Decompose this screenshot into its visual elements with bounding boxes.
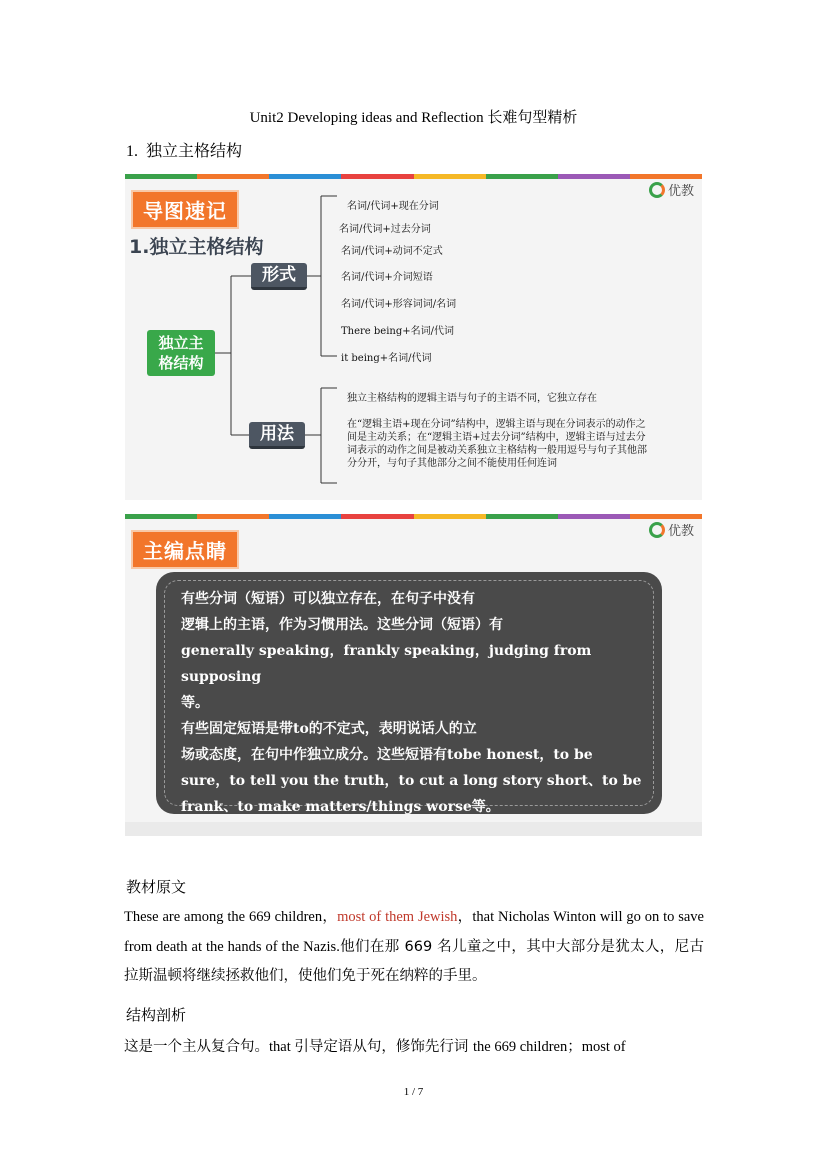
logo-text: 优教 — [667, 524, 694, 539]
usage-item: 在“逻辑主语+现在分词”结构中，逻辑主语与现在分词表示的动作之间是主动关系；在“逻辑主语+过去分词”结构中，逻辑主语与过去分词表示的动作之间是被动关系独立主格结构一般用逗号与句子其他部分分开，与句子其他部分之间不能使用任何连词 — [347, 419, 647, 469]
textbook-heading: 教材原文 — [126, 878, 187, 896]
usage-item: 独立主格结构的逻辑主语与句子的主语不同，它独立存在 — [347, 393, 597, 404]
section-number: 1. — [126, 143, 138, 160]
form-item: 名词/代词+过去分词 — [339, 224, 431, 235]
tip-text: 有些分词（短语）可以独立存在，在句子中没有 逻辑上的主语，作为习惯用法。这些分词（短语）有 generally speaking，frankly speaking，judging from supposing 等。 有些固定短语是带to的不定式，表明说话人的立 场或态度，在句中作独立成分。这些短语有tobe honest，to be sure，to tell you the truth，to cut a long story short、to be frank、to make matters/things worse等。 — [181, 591, 642, 815]
form-item: 名词/代词+现在分词 — [347, 201, 439, 212]
page-number: 1 / 7 — [403, 1086, 424, 1098]
form-item: 名词/代词+介词短语 — [341, 272, 433, 283]
highlight-phrase: most of them Jewish — [337, 909, 458, 925]
mindmap-heading: 1.独立主格结构 — [129, 236, 264, 258]
section-label: 独立主格结构 — [146, 141, 243, 160]
analysis-paragraph: 这是一个主从复合句。that 引导定语从句，修饰先行词 the 669 children；most of — [124, 1039, 626, 1055]
form-item: 名词/代词+动词不定式 — [341, 246, 443, 257]
form-item: There being+名词/代词 — [341, 326, 455, 337]
mindmap-slide — [125, 174, 702, 500]
branch-usage-node: 用法 — [249, 422, 305, 449]
logo-icon — [649, 522, 665, 538]
color-strip — [125, 514, 702, 519]
textbook-paragraph: These are among the 669 children，most of them Jewish，that Nicholas Winton will go on to save from death at the hands of the Nazis.他们在那 669 名儿童之中，其中大部分是犹太人，尼古拉斯温顿将继续拯救他们，使他们免于死在纳粹的手里。 — [124, 909, 704, 984]
logo — [649, 520, 694, 539]
logo-text: 优教 — [667, 184, 694, 199]
form-item: 名词/代词+形容词词/名词 — [341, 299, 457, 310]
slide-tag: 主编点睛 — [131, 530, 239, 569]
root-node: 独立主 格结构 — [147, 330, 215, 376]
analysis-heading: 结构剖析 — [126, 1006, 187, 1024]
slide-tag: 导图速记 — [131, 190, 239, 229]
section-heading-1 — [126, 138, 242, 161]
document-title: Unit2 Developing ideas and Reflection 长难句型精析 — [249, 110, 578, 126]
branch-form-node: 形式 — [251, 263, 307, 290]
form-item: it being+名词/代词 — [341, 353, 432, 364]
